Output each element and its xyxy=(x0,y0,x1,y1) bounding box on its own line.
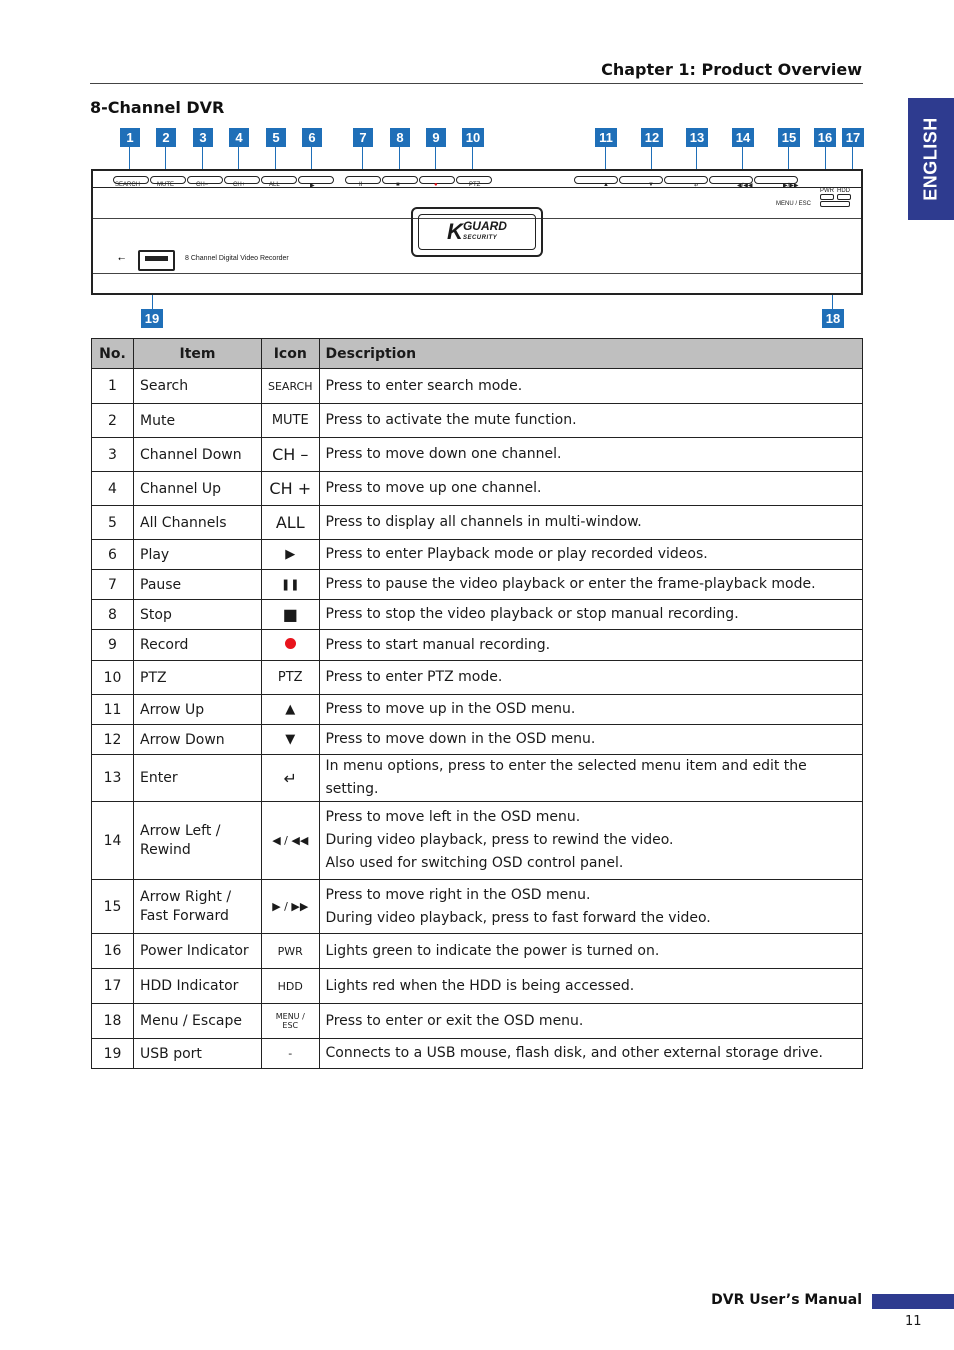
table-row: 5 All Channels ALL Press to display all channels in multi-window. xyxy=(92,506,863,540)
table-row: 15 Arrow Right / Fast Forward ▶ / ▶▶ Press to move right in the OSD menu. During video playback, press to fast forward the video. xyxy=(92,880,863,934)
mute-icon: MUTE xyxy=(262,404,320,438)
search-icon: SEARCH xyxy=(262,369,320,404)
arrow-down-button[interactable] xyxy=(619,176,663,184)
channel-down-icon: CH – xyxy=(262,438,320,472)
section-title: 8-Channel DVR xyxy=(90,98,225,117)
enter-button[interactable] xyxy=(664,176,708,184)
play-icon: ▶ xyxy=(262,540,320,570)
chapter-title: Chapter 1: Product Overview xyxy=(601,60,862,79)
footer-accent-bar xyxy=(872,1294,954,1309)
hdd-indicator-icon: HDD xyxy=(262,969,320,1004)
all-channels-label: ALL xyxy=(269,182,280,188)
table-row: 13 Enter ↵ In menu options, press to enter the selected menu item and edit the setting. xyxy=(92,755,863,802)
table-row: 3 Channel Down CH – Press to move down one channel. xyxy=(92,438,863,472)
panel-edge xyxy=(93,273,861,274)
callout-4: 4 xyxy=(229,128,249,147)
col-description: Description xyxy=(319,339,862,369)
ptz-label: PTZ xyxy=(469,182,481,188)
arrow-down-icon: ▼ xyxy=(648,182,654,188)
callout-7: 7 xyxy=(353,128,373,147)
rewind-icon: ◀ / ◀◀ xyxy=(262,802,320,880)
callout-11: 11 xyxy=(595,128,617,147)
pause-icon: II xyxy=(359,182,363,188)
play-button[interactable] xyxy=(298,176,334,184)
table-row: 4 Channel Up CH + Press to move up one channel. xyxy=(92,472,863,506)
menu-esc-label: MENU / ESC xyxy=(776,201,812,207)
callout-15: 15 xyxy=(778,128,800,147)
channel-up-icon: CH + xyxy=(262,472,320,506)
table-row: 2 Mute MUTE Press to activate the mute function. xyxy=(92,404,863,438)
menu-esc-button[interactable] xyxy=(820,201,850,207)
arrow-up-button[interactable] xyxy=(574,176,618,184)
callout-8: 8 xyxy=(390,128,410,147)
power-indicator-led xyxy=(820,194,834,200)
callout-14: 14 xyxy=(732,128,754,147)
callout-13: 13 xyxy=(686,128,708,147)
callout-16: 16 xyxy=(814,128,836,147)
callout-5: 5 xyxy=(266,128,286,147)
table-row: 8 Stop ■ Press to stop the video playback or stop manual recording. xyxy=(92,600,863,630)
callout-19: 19 xyxy=(141,309,163,328)
dvr-front-panel xyxy=(91,169,863,295)
power-indicator-icon: PWR xyxy=(262,934,320,969)
callout-3: 3 xyxy=(193,128,213,147)
language-tab: ENGLISH xyxy=(908,98,954,220)
fast-forward-icon: ▶/▶▶ xyxy=(783,183,799,189)
model-label: 8 Channel Digital Video Recorder xyxy=(185,255,289,262)
table-row: 18 Menu / Escape MENU / ESC Press to enter or exit the OSD menu. xyxy=(92,1004,863,1039)
arrow-down-icon: ▼ xyxy=(262,725,320,755)
pause-icon: ❚❚ xyxy=(262,570,320,600)
search-label: SEARCH xyxy=(115,182,141,188)
enter-icon: ↵ xyxy=(694,183,700,189)
callout-2: 2 xyxy=(156,128,176,147)
table-row: 11 Arrow Up ▲ Press to move up in the OSD menu. xyxy=(92,695,863,725)
table-row: 9 Record Press to start manual recording. xyxy=(92,630,863,661)
callout-17: 17 xyxy=(842,128,864,147)
pause-button[interactable] xyxy=(345,176,381,184)
record-icon xyxy=(262,630,320,661)
pwr-label: PWR xyxy=(820,188,834,194)
rewind-icon: ◀/◀◀ xyxy=(737,183,753,189)
all-channels-icon: ALL xyxy=(262,506,320,540)
usb-port[interactable] xyxy=(138,250,175,271)
stop-button[interactable] xyxy=(382,176,418,184)
table-row: 12 Arrow Down ▼ Press to move down in the OSD menu. xyxy=(92,725,863,755)
callout-1: 1 xyxy=(120,128,140,147)
arrow-up-icon: ▲ xyxy=(603,182,609,188)
stop-icon: ■ xyxy=(396,182,400,188)
mute-label: MUTE xyxy=(157,182,174,188)
callout-6: 6 xyxy=(302,128,322,147)
callout-9: 9 xyxy=(426,128,446,147)
channel-up-label: CH+ xyxy=(233,182,246,188)
enter-icon: ↵ xyxy=(262,755,320,802)
table-row: 10 PTZ PTZ Press to enter PTZ mode. xyxy=(92,661,863,695)
table-row: 16 Power Indicator PWR Lights green to indicate the power is turned on. xyxy=(92,934,863,969)
button-description-table xyxy=(91,338,863,1069)
channel-down-label: CH− xyxy=(196,182,209,188)
page-number: 11 xyxy=(905,1314,922,1329)
hdd-indicator-led xyxy=(837,194,851,200)
col-item: Item xyxy=(134,339,262,369)
manual-title: DVR User’s Manual xyxy=(711,1292,862,1308)
callout-12: 12 xyxy=(641,128,663,147)
menu-esc-icon: MENU / ESC xyxy=(262,1004,320,1039)
col-no: No. xyxy=(92,339,134,369)
header-divider xyxy=(90,83,863,84)
table-row: 6 Play ▶ Press to enter Playback mode or play recorded videos. xyxy=(92,540,863,570)
table-row: 17 HDD Indicator HDD Lights red when the HDD is being accessed. xyxy=(92,969,863,1004)
table-row: 7 Pause ❚❚ Press to pause the video playback or enter the frame-playback mode. xyxy=(92,570,863,600)
record-icon: ● xyxy=(434,182,438,188)
callout-10: 10 xyxy=(462,128,484,147)
usb-icon: ⭠ xyxy=(118,254,126,264)
ptz-icon: PTZ xyxy=(262,661,320,695)
table-row: 19 USB port - Connects to a USB mouse, flash disk, and other external storage drive. xyxy=(92,1039,863,1069)
callout-18: 18 xyxy=(822,309,844,328)
table-row: 1 Search SEARCH Press to enter search mode. xyxy=(92,369,863,404)
col-icon: Icon xyxy=(262,339,320,369)
arrow-up-icon: ▲ xyxy=(262,695,320,725)
usb-port-icon: - xyxy=(262,1039,320,1069)
table-row: 14 Arrow Left / Rewind ◀ / ◀◀ Press to move left in the OSD menu. During video playback, press to rewind the video. Also used for switching OSD control panel. xyxy=(92,802,863,880)
hdd-label: HDD xyxy=(837,188,850,194)
stop-icon: ■ xyxy=(262,600,320,630)
kguard-logo: K GUARD SECURITY xyxy=(411,207,543,257)
fast-forward-icon: ▶ / ▶▶ xyxy=(262,880,320,934)
play-icon: ▶ xyxy=(310,183,315,189)
